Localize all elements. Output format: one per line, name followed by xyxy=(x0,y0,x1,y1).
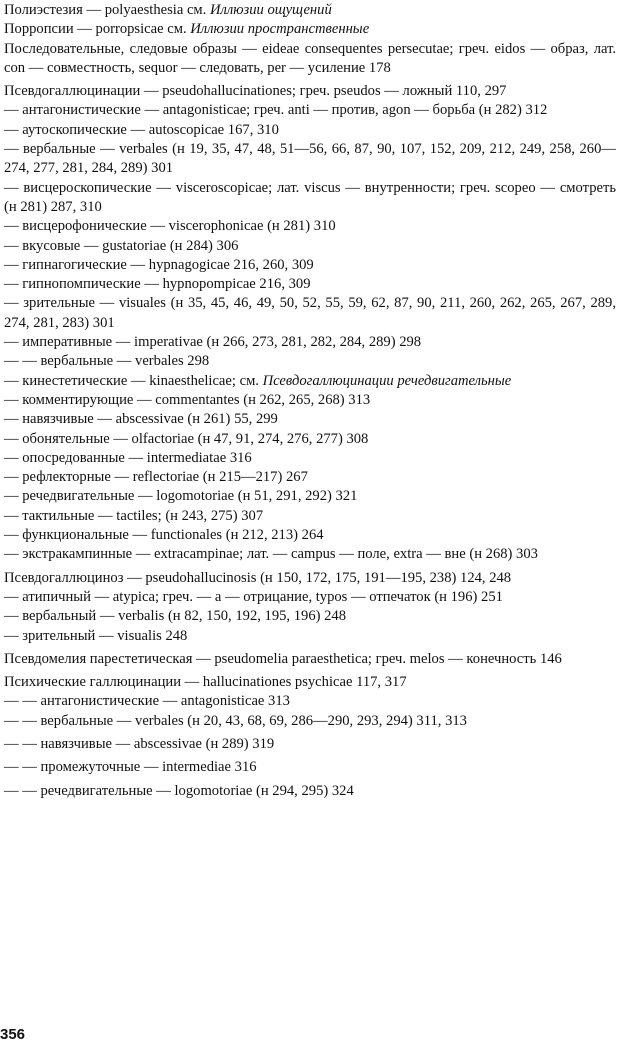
index-subentry: — комментирующие — commentantes (н 262, 265, 268) 313 xyxy=(4,391,371,408)
index-entry-pseudohallucinations: Псевдогаллюцинации — pseudohallucinationes; греч. pseudos — ложный 110, 297 xyxy=(4,83,507,100)
index-page xyxy=(4,1,616,801)
index-subentry: — тактильные — tactiles; (н 243, 275) 307 xyxy=(4,507,264,524)
index-subentry: — — речедвигательные — logomotoriae (н 294, 295) 324 xyxy=(4,782,354,799)
index-entry-psychic-hallucinations: Психические галлюцинации — hallucinationes psychicae 117, 317 xyxy=(4,674,407,691)
index-subentry: — — промежуточные — intermediae 316 xyxy=(4,759,257,776)
index-subentry: — опосредованные — intermediatae 316 xyxy=(4,449,252,466)
index-subentry: — — антагонистические — antagonisticae 313 xyxy=(4,693,290,710)
index-subentry: — императивные — imperativae (н 266, 273, 281, 282, 284, 289) 298 xyxy=(4,334,422,351)
index-subentry: — экстракампинные — extracampinae; лат. — campus — поле, extra — вне (н 268) 303 xyxy=(4,546,538,563)
index-subentry: — обонятельные — olfactoriae (н 47, 91, 274, 276, 277) 308 xyxy=(4,430,369,447)
index-subentry: — навязчивые — abscessivae (н 261) 55, 299 xyxy=(4,411,278,428)
index-subentry: — атипичный — atypica; греч. — а — отрицание, typos — отпечаток (н 196) 251 xyxy=(4,588,503,605)
index-subentry: — — навязчивые — abscessivae (н 289) 319 xyxy=(4,735,275,752)
index-subentry: — функциональные — functionales (н 212, 213) 264 xyxy=(4,527,324,544)
index-entry-pseudohallucinosis: Псевдогаллюциноз — pseudohallucinosis (н 150, 172, 175, 191—195, 238) 124, 248 xyxy=(4,569,512,586)
index-subentry: — гипнопомпические — hypnopompicae 216, 309 xyxy=(4,276,311,293)
index-entry-porropsii: Порропсии — porropsicae см. Иллюзии пространственные xyxy=(4,21,370,38)
index-subentry: — аутоскопические — autoscopicae 167, 310 xyxy=(4,121,279,138)
index-subentry: — вербальный — verbalis (н 82, 150, 192, 195, 196) 248 xyxy=(4,608,347,625)
index-subentry: — вербальные — verbales (н 19, 35, 47, 48, 51—56, 66, 87, 90, 107, 152, 209, 212, 249, 258, 260—274, 277, 281, 284, 289) 301 xyxy=(4,141,616,177)
index-subentry: — — вербальные — verbales 298 xyxy=(4,353,210,370)
index-entry-afterimages: Последовательные, следовые образы — eideae consequentes persecutae; греч. eidos — образ, лат. con — совместность, sequor — следовать, per — усиление 178 xyxy=(4,40,616,76)
index-entry-polyaesthesia: Полиэстезия — polyaesthesia см. Иллюзии ощущений xyxy=(4,2,332,18)
index-subentry: — вкусовые — gustatoriae (н 284) 306 xyxy=(4,237,239,254)
index-subentry: — рефлекторные — reflectoriae (н 215—217) 267 xyxy=(4,469,308,486)
index-subentry: — висцерофонические — viscerophonicae (н 281) 310 xyxy=(4,218,336,235)
index-entry-pseudomelia: Псевдомелия парестетическая — pseudomelia paraesthetica; греч. melos — конечность 146 xyxy=(4,650,562,667)
index-subentry: — — вербальные — verbales (н 20, 43, 68, 69, 286—290, 293, 294) 311, 313 xyxy=(4,712,467,729)
index-subentry: — зрительный — visualis 248 xyxy=(4,627,188,644)
index-subentry: — кинестетические — kinaesthelicae; см. Псевдогаллюцинации речедвигательные xyxy=(4,372,512,389)
page-number: 356 xyxy=(0,1026,26,1043)
index-subentry: — гипнагогические — hypnagogicae 216, 260, 309 xyxy=(4,256,314,273)
index-subentry: — висцероскопические — visceroscopicae; лат. viscus — внутренности; греч. scopeo — смотреть (н 281) 287, 310 xyxy=(4,179,616,215)
index-subentry: — зрительные — visuales (н 35, 45, 46, 49, 50, 52, 55, 59, 62, 87, 90, 211, 260, 262, 265, 267, 289, 274, 281, 283) 301 xyxy=(4,295,616,331)
index-subentry: — речедвигательные — logomotoriae (н 51, 291, 292) 321 xyxy=(4,488,358,505)
index-subentry: — антагонистические — antagonisticae; греч. anti — против, agon — борьба (н 282) 312 xyxy=(4,102,548,119)
